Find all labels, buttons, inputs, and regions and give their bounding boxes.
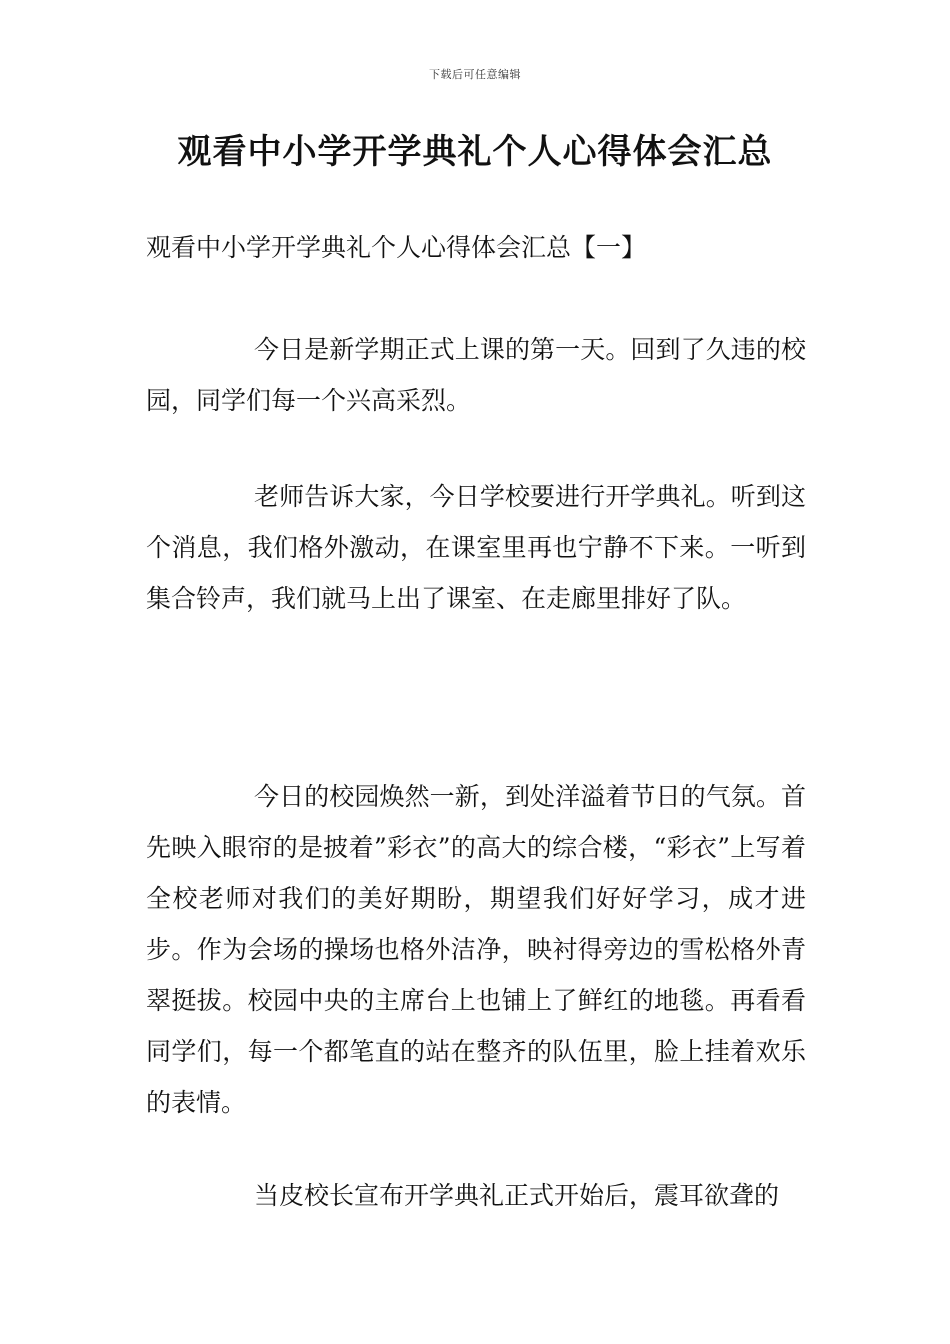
page-title: 观看中小学开学典礼个人心得体会汇总: [177, 132, 773, 172]
header-note: 下载后可任意编辑: [429, 68, 521, 81]
paragraph-3: 今日的校园焕然一新，到处洋溢着节日的气氛。首先映入眼帘的是披着”彩衣”的高大的综合楼，“彩衣”上写着全校老师对我们的美好期盼，期望我们好好学习，成才进步。作为会场的操场也格外洁净，映衬得旁边的雪松格外青翠挺拔。校园中央的主席台上也铺上了鲜红的地毯。再看看同学们，每一个都笔直的站在整齐的队伍里，脸上挂着欢乐的表情。: [146, 782, 806, 1117]
paragraph-1: 今日是新学期正式上课的第一天。回到了久违的校园，同学们每一个兴高采烈。: [146, 335, 806, 415]
paragraph-4: 当皮校长宣布开学典礼正式开始后，震耳欲聋的: [254, 1181, 780, 1210]
paragraph-2: 老师告诉大家，今日学校要进行开学典礼。听到这个消息，我们格外激动，在课室里再也宁静不下来。一听到集合铃声，我们就马上出了课室、在走廊里排好了队。: [146, 482, 806, 613]
section-heading: 观看中小学开学典礼个人心得体会汇总【一】: [146, 233, 647, 262]
